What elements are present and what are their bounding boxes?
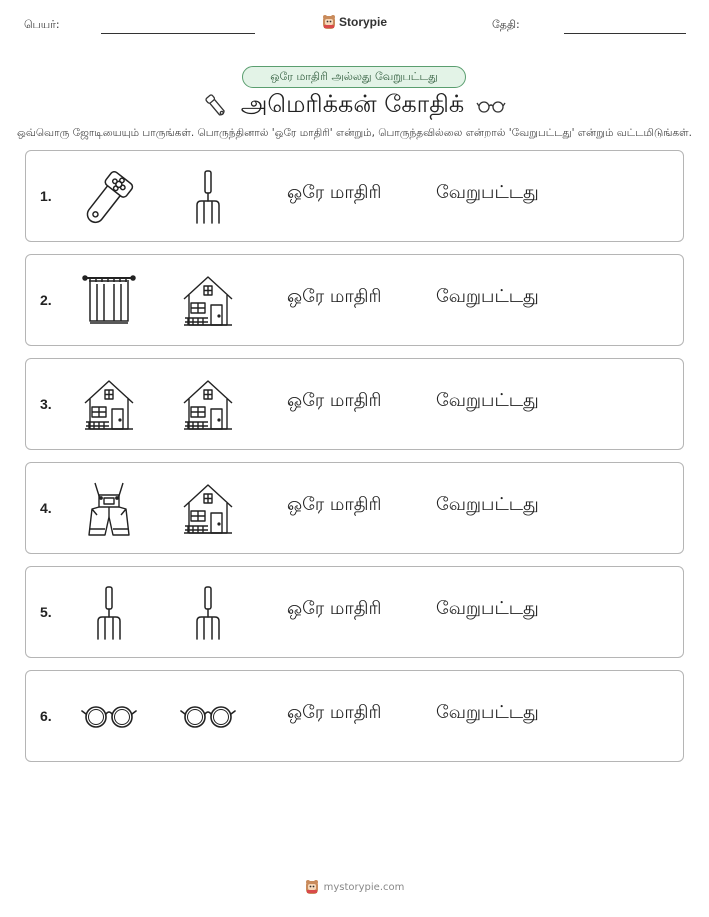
- option-same[interactable]: ஒரே மாதிரி: [287, 598, 382, 619]
- option-different[interactable]: வேறுபட்டது: [436, 494, 539, 515]
- instructions: ஒவ்வொரு ஜோடியையும் பாருங்கள். பொருந்தினால் 'ஒரே மாதிரி' என்றும், பொருந்தவில்லை என்றால் 'வேறுபட்டது' என்றும் வட்டமிடுங்கள்.: [17, 127, 692, 139]
- house-icon: [81, 377, 137, 433]
- pitchfork-icon: [180, 169, 236, 225]
- brand-name: Storypie: [339, 15, 388, 29]
- title-row: [0, 90, 709, 121]
- option-same[interactable]: ஒரே மாதிரி: [287, 390, 382, 411]
- brand-logo: [322, 14, 387, 30]
- worksheet-type-badge: ஒரே மாதிரி அல்லது வேறுபட்டது: [242, 66, 466, 88]
- glasses-icon: [81, 689, 137, 745]
- bear-icon: [305, 879, 319, 895]
- footer: [0, 879, 709, 895]
- question-number: 6.: [40, 708, 52, 724]
- name-label: பெயர்:: [24, 18, 60, 31]
- option-different[interactable]: வேறுபட்டது: [436, 598, 539, 619]
- bear-icon: [322, 14, 336, 30]
- name-line[interactable]: [101, 33, 255, 34]
- house-icon: [180, 377, 236, 433]
- pitchfork-icon: [81, 585, 137, 641]
- question-number: 5.: [40, 604, 52, 620]
- option-different[interactable]: வேறுபட்டது: [436, 702, 539, 723]
- overalls-icon: [81, 481, 137, 537]
- question-number: 3.: [40, 396, 52, 412]
- option-different[interactable]: வேறுபட்டது: [436, 286, 539, 307]
- option-different[interactable]: வேறுபட்டது: [436, 182, 539, 203]
- question-row-4: [25, 462, 684, 554]
- question-row-3: [25, 358, 684, 450]
- question-number: 2.: [40, 292, 52, 308]
- question-row-2: [25, 254, 684, 346]
- question-number: 1.: [40, 188, 52, 204]
- glasses-icon: [180, 689, 236, 745]
- option-same[interactable]: ஒரே மாதிரி: [287, 702, 382, 723]
- option-same[interactable]: ஒரே மாதிரி: [287, 286, 382, 307]
- page-title: அமெரிக்கன் கோதிக்: [240, 90, 465, 118]
- curtain-icon: [81, 273, 137, 329]
- option-same[interactable]: ஒரே மாதிரி: [287, 494, 382, 515]
- house-icon: [180, 273, 236, 329]
- question-number: 4.: [40, 500, 52, 516]
- option-different[interactable]: வேறுபட்டது: [436, 390, 539, 411]
- option-same[interactable]: ஒரே மாதிரி: [287, 182, 382, 203]
- date-label: தேதி:: [492, 18, 520, 31]
- question-row-5: [25, 566, 684, 658]
- glasses-icon: [476, 99, 506, 113]
- footer-url[interactable]: mystorypie.com: [323, 881, 405, 893]
- question-row-6: [25, 670, 684, 762]
- house-icon: [180, 481, 236, 537]
- question-row-1: [25, 150, 684, 242]
- safety-pin-icon: [203, 93, 229, 119]
- date-line[interactable]: [564, 33, 686, 34]
- pitchfork-icon: [180, 585, 236, 641]
- safety-pin-icon: [81, 169, 137, 225]
